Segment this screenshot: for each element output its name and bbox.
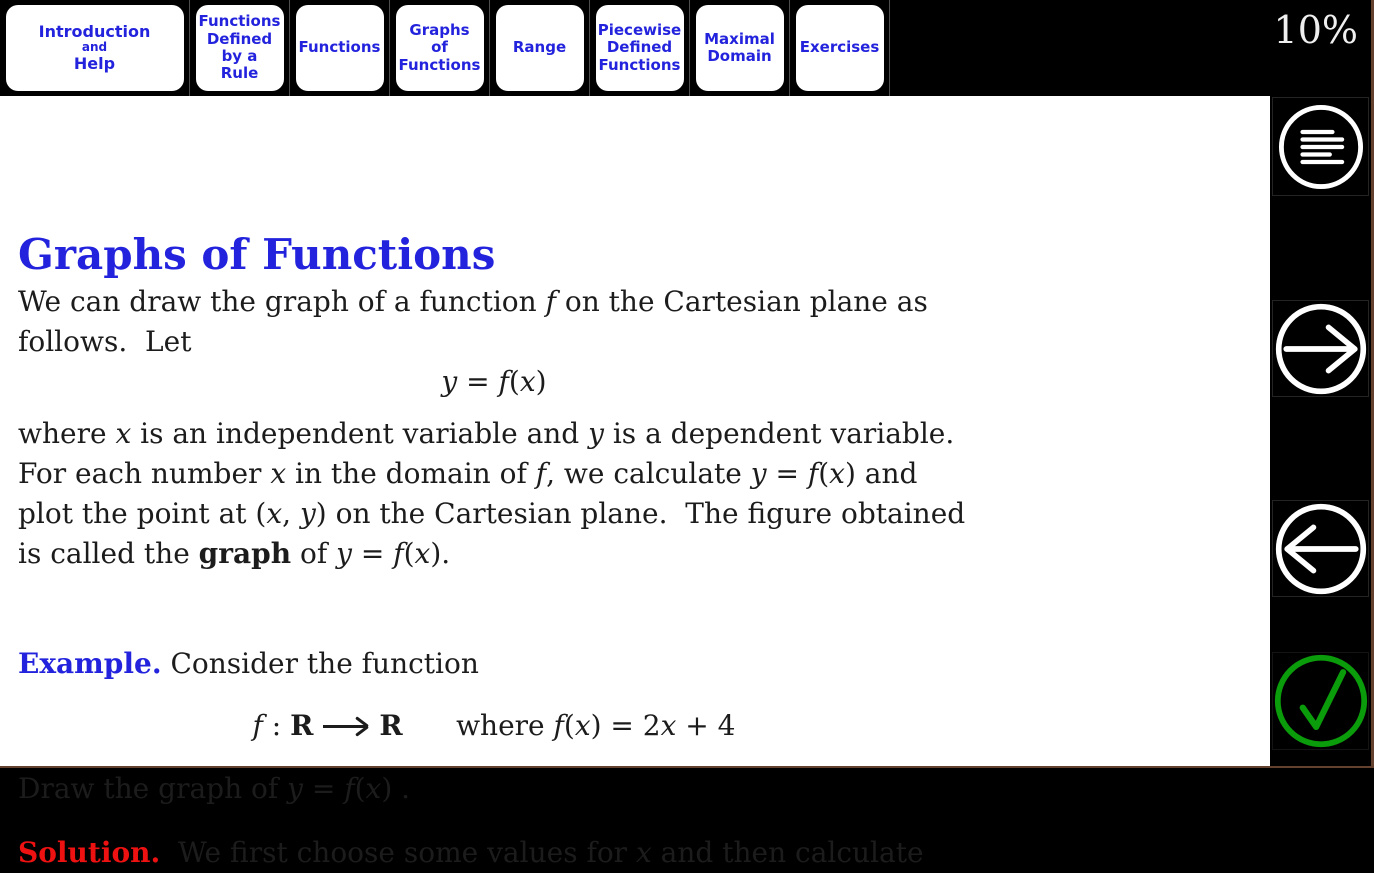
tab-cell — [390, 0, 490, 96]
tab-label-line: Piecewise — [597, 20, 682, 39]
tab-cell — [690, 0, 790, 96]
page-title: Graphs of Functions — [18, 230, 496, 280]
prev-button[interactable] — [1272, 500, 1369, 597]
tab-label-line: by a — [221, 47, 258, 65]
text-segment: f — [545, 285, 556, 318]
confirm-button[interactable] — [1272, 652, 1369, 750]
tab-cell — [490, 0, 590, 96]
text-segment: graph — [198, 537, 292, 570]
text-segment: ( — [818, 457, 830, 490]
checkmark-icon — [1273, 653, 1369, 749]
text-segment: x — [270, 457, 287, 490]
text-segment: ( — [508, 365, 520, 398]
text-segment: f — [498, 365, 509, 398]
top-tab-bar — [0, 0, 1374, 96]
draw-line — [18, 769, 970, 809]
text-segment: and then calculate — [651, 836, 924, 869]
tab-label-line: Defined — [206, 29, 273, 48]
text-segment: ) . — [381, 772, 411, 805]
text-segment: ) and — [844, 457, 918, 490]
tab-label-line: Functions — [298, 38, 381, 57]
text-segment: x — [519, 365, 536, 398]
text-segment: f — [393, 537, 404, 570]
text-segment: Solution. — [18, 836, 161, 869]
text-segment: y — [441, 365, 458, 398]
text-segment: ( — [354, 772, 366, 805]
text-segment: is called the — [18, 537, 199, 570]
text-segment: y — [299, 497, 316, 530]
text-segment: For each number — [18, 457, 271, 490]
progress-label: 10% — [1273, 8, 1358, 52]
tab-label-line: of — [431, 38, 448, 57]
text-segment: is an independent variable and — [131, 417, 589, 450]
text-segment: We can draw the graph of a function — [18, 285, 546, 318]
tab-label-line: Domain — [707, 47, 772, 65]
tab-cell — [190, 0, 290, 96]
text-segment: Draw the graph of — [18, 772, 288, 805]
text-segment: ). — [430, 537, 451, 570]
tab-cell — [0, 0, 190, 96]
text-segment: Example. — [18, 647, 162, 680]
text-segment: x — [266, 497, 283, 530]
tab-functions[interactable] — [296, 5, 384, 91]
text-segment: Consider the function — [161, 647, 479, 680]
text-segment: follows. Let — [18, 325, 192, 358]
tab-label-line: Functions — [598, 55, 681, 74]
text-segment: where — [402, 709, 554, 742]
text-segment: x — [414, 537, 431, 570]
arrow-right-icon — [1274, 302, 1368, 396]
text-segment: R — [290, 709, 314, 742]
text-segment: plot the point at ( — [18, 497, 267, 530]
tab-label-line: Functions — [198, 12, 281, 31]
intro-line-2 — [18, 322, 970, 362]
arrow-left-icon — [1274, 502, 1368, 596]
tab-range[interactable] — [496, 5, 584, 91]
text-segment: x — [829, 457, 845, 490]
text-segment: = — [457, 365, 499, 398]
tab-label-line: Range — [512, 38, 567, 57]
text-segment: f — [807, 457, 819, 490]
tab-label-line: Functions — [398, 55, 481, 74]
text-segment: f — [252, 709, 263, 742]
tab-piecewise-defined-functions[interactable] — [596, 5, 684, 91]
text-segment: = — [351, 537, 394, 570]
text-segment: of — [291, 537, 337, 570]
text-segment: ) — [535, 365, 547, 398]
example-line — [18, 644, 970, 684]
text-segment: x — [365, 772, 382, 805]
tab-label-line: Help — [73, 53, 116, 73]
tab-cell — [790, 0, 890, 96]
text-segment: x — [115, 417, 132, 450]
text-segment: y — [588, 417, 604, 450]
text-segment: ) = 2 — [590, 709, 661, 742]
text-segment: y — [336, 537, 352, 570]
text-segment: = — [302, 772, 345, 805]
long-right-arrow-icon — [323, 725, 367, 728]
body-line-1 — [18, 414, 970, 454]
tab-cell — [290, 0, 390, 96]
menu-lines-icon — [1277, 103, 1365, 191]
tab-label-line: Exercises — [799, 38, 880, 57]
text-segment: , we calculate — [546, 457, 751, 490]
tab-label-line: and — [81, 40, 108, 55]
intro-line-1 — [18, 282, 970, 322]
tab-exercises[interactable] — [796, 5, 884, 91]
tab-functions-defined-by-a-rule[interactable] — [196, 5, 284, 91]
tab-label-line: Graphs — [409, 20, 470, 39]
tab-label-line: Defined — [606, 38, 673, 57]
text-segment: x — [660, 709, 677, 742]
sidebar — [1270, 96, 1374, 768]
tab-introduction-help[interactable] — [6, 5, 184, 91]
text-segment: R — [379, 709, 403, 742]
text-segment: is a dependent variable. — [603, 417, 955, 450]
equation-f-r-to-r — [18, 706, 970, 746]
equation-y-fx — [18, 362, 970, 402]
body-line-2 — [18, 454, 970, 494]
text-segment: x — [635, 836, 652, 869]
body-line-3 — [18, 494, 970, 534]
text-segment: f — [553, 709, 564, 742]
text-segment: ( — [403, 537, 415, 570]
text-segment: = — [766, 457, 808, 490]
text-segment: y — [750, 457, 767, 490]
solution-line — [18, 833, 970, 873]
tab-label-line: Introduction — [38, 21, 151, 41]
text-segment: on the Cartesian plane as — [555, 285, 928, 318]
contents-button[interactable] — [1272, 97, 1369, 196]
text-segment: f — [344, 772, 355, 805]
text-segment: , — [282, 497, 300, 530]
text-segment: f — [535, 457, 547, 490]
text-segment: : — [262, 709, 291, 742]
tab-graphs-of-functions[interactable] — [396, 5, 484, 91]
text-segment: in the domain of — [286, 457, 536, 490]
tab-maximal-domain[interactable] — [696, 5, 784, 91]
content-area — [0, 96, 1270, 869]
text-segment: x — [574, 709, 591, 742]
text-segment: ) on the Cartesian plane. The figure obtained — [315, 497, 966, 530]
text-segment: + 4 — [676, 709, 736, 742]
text-segment: where — [18, 417, 116, 450]
text-segment: ( — [563, 709, 575, 742]
tab-label-line: Maximal — [704, 29, 775, 48]
tab-bar — [0, 0, 890, 96]
tab-cell — [590, 0, 690, 96]
next-button[interactable] — [1272, 300, 1369, 397]
tab-label-line: Rule — [220, 64, 259, 83]
text-segment: y — [287, 772, 303, 805]
text-segment: We first choose some values for — [160, 836, 636, 869]
body-line-4 — [18, 534, 970, 574]
